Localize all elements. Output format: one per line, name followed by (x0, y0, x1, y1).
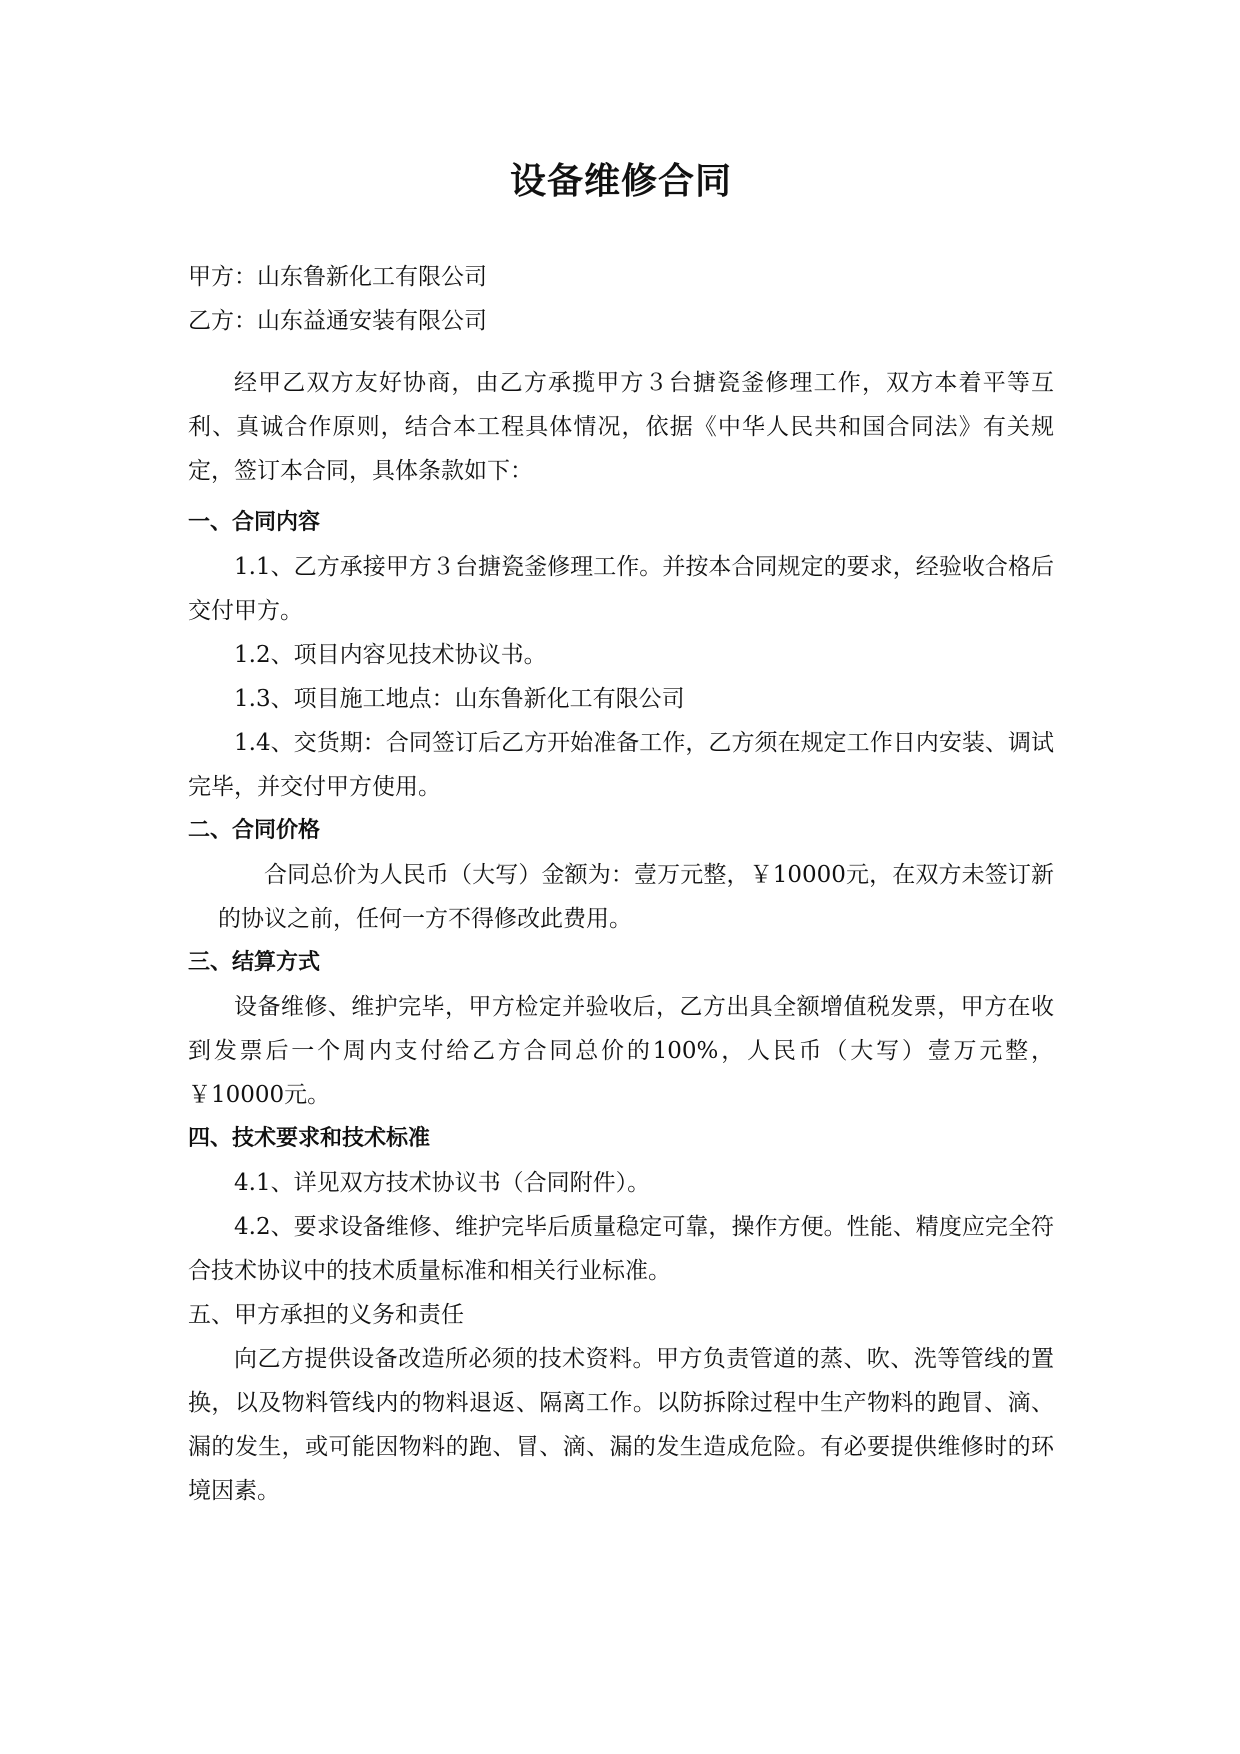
section-heading-technical-requirements: 四、技术要求和技术标准 (188, 1126, 431, 1152)
clause-1-1: 1.1、乙方承接甲方３台搪瓷釜修理工作。并按本合同规定的要求，经验收合格后交付甲方。 (188, 554, 1054, 625)
section-heading-contract-content: 一、合同内容 (188, 510, 321, 536)
section-heading-settlement: 三、结算方式 (188, 950, 321, 976)
clause-price: 合同总价为人民币（大写）金额为：壹万元整，￥10000元，在双方未签订新的协议之前，任何一方不得修改此费用。 (218, 862, 1054, 933)
section-heading-contract-price: 二、合同价格 (188, 818, 321, 844)
clause-party-a-obligations: 向乙方提供设备改造所必须的技术资料。甲方负责管道的蒸、吹、洗等管线的置换，以及物料管线内的物料退返、隔离工作。以防拆除过程中生产物料的跑冒、滴、漏的发生，或可能因物料的跑、冒、滴、漏的发生造成危险。有必要提供维修时的环境因素。 (188, 1346, 1054, 1505)
spacer (188, 343, 1054, 361)
clause-1-4: 1.4、交货期：合同签订后乙方开始准备工作，乙方须在规定工作日内安装、调试完毕，并交付甲方使用。 (188, 730, 1054, 801)
party-b: 乙方：山东益通安装有限公司 (188, 308, 487, 335)
clause-1-2: 1.2、项目内容见技术协议书。 (234, 642, 547, 669)
intro-paragraph: 经甲乙双方友好协商，由乙方承揽甲方３台搪瓷釜修理工作，双方本着平等互利、真诚合作原则，结合本工程具体情况，依据《中华人民共和国合同法》有关规定，签订本合同，具体条款如下： (188, 370, 1054, 485)
spacer (188, 493, 1054, 501)
party-a: 甲方：山东鲁新化工有限公司 (188, 264, 487, 291)
section-heading-party-a-obligations: 五、甲方承担的义务和责任 (188, 1302, 464, 1329)
document-title: 设备维修合同 (509, 161, 732, 202)
clause-4-1: 4.1、详见双方技术协议书（合同附件）。 (234, 1170, 651, 1197)
clause-1-3: 1.3、项目施工地点：山东鲁新化工有限公司 (234, 686, 685, 713)
clause-4-2: 4.2、要求设备维修、维护完毕后质量稳定可靠，操作方便。性能、精度应完全符合技术协议中的技术质量标准和相关行业标准。 (188, 1214, 1054, 1285)
clause-settlement: 设备维修、维护完毕，甲方检定并验收后，乙方出具全额增值税发票，甲方在收到发票后一个周内支付给乙方合同总价的100%，人民币（大写）壹万元整，￥10000元。 (188, 994, 1054, 1109)
